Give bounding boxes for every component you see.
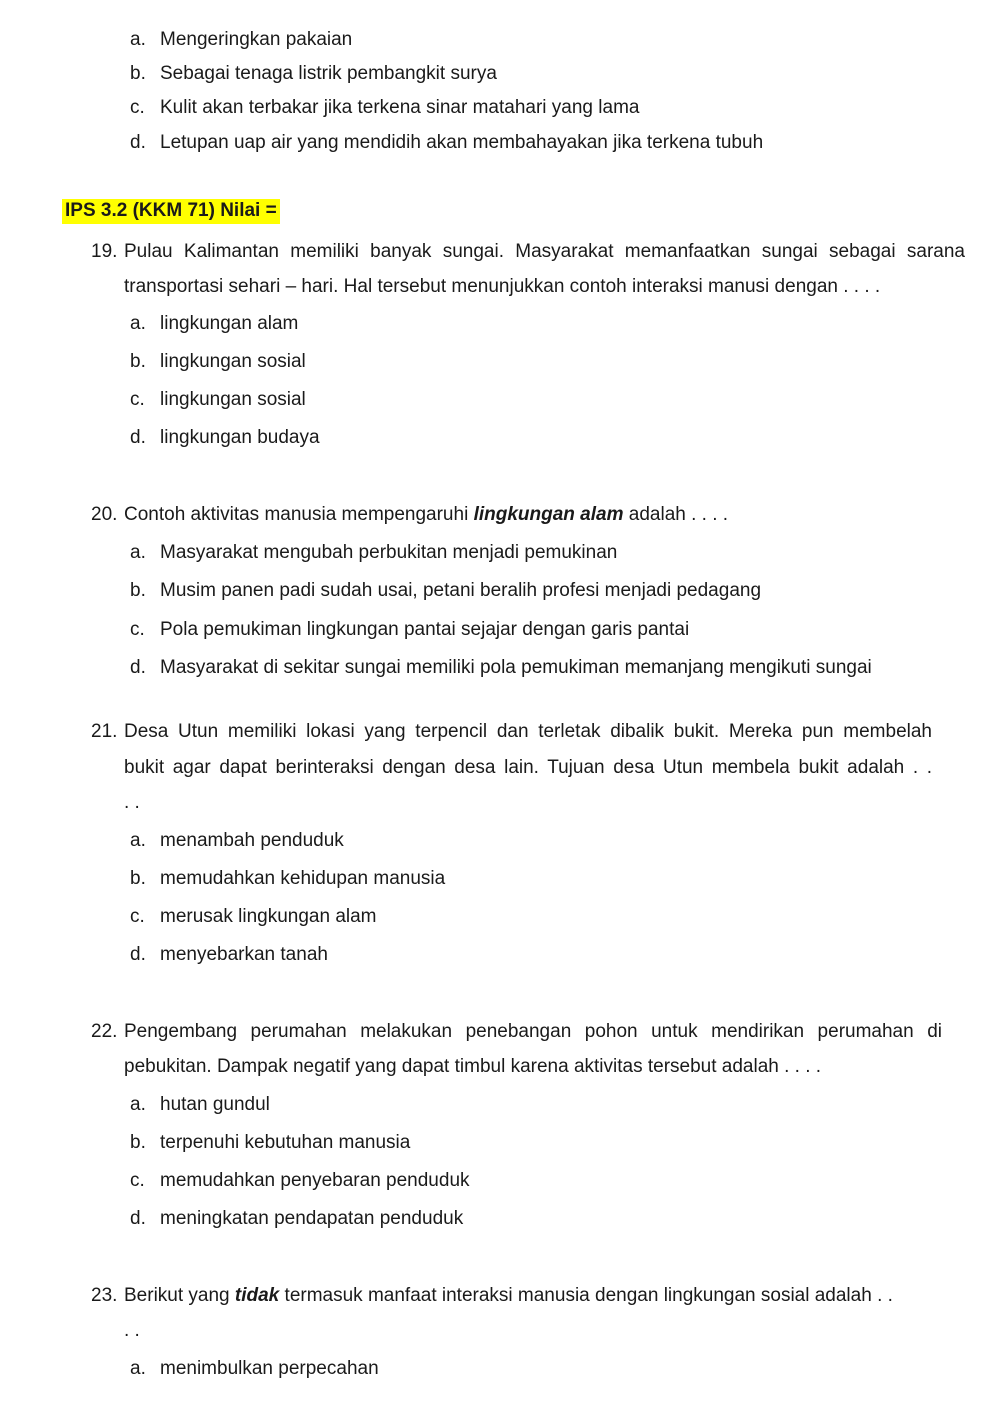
section-heading: IPS 3.2 (KKM 71) Nilai = — [62, 199, 280, 224]
option-letter: b. — [130, 63, 146, 84]
option-letter: c. — [130, 906, 145, 927]
option-text: Masyarakat mengubah perbukitan menjadi pemukinan — [160, 542, 618, 563]
option-letter: d. — [130, 1208, 146, 1229]
question-text-line: bukit agar dapat berinteraksi dengan desa lain. Tujuan desa Utun membela bukit adalah . . — [124, 757, 932, 778]
option-text: Mengeringkan pakaian — [160, 29, 353, 50]
option-letter: a. — [130, 542, 146, 563]
question-number: 23. — [91, 1285, 118, 1306]
question-text-line: transportasi sehari – hari. Hal tersebut menunjukkan contoh interaksi manusi dengan . . . . — [124, 276, 881, 297]
option-text: merusak lingkungan alam — [160, 906, 377, 927]
option-letter: a. — [130, 830, 146, 851]
option-text: Kulit akan terbakar jika terkena sinar matahari yang lama — [160, 97, 640, 118]
question-number: 19. — [91, 241, 118, 262]
question-text-post: adalah . . . . — [623, 504, 729, 525]
option-text: lingkungan budaya — [160, 427, 320, 448]
question-text-line — [124, 1285, 893, 1307]
option-text: Sebagai tenaga listrik pembangkit surya — [160, 63, 497, 84]
option-letter: b. — [130, 580, 146, 601]
option-text: Letupan uap air yang mendidih akan membahayakan jika terkena tubuh — [160, 132, 764, 153]
question-text-line: Desa Utun memiliki lokasi yang terpencil dan terletak dibalik bukit. Mereka pun membelah — [124, 721, 932, 742]
option-text: meningkatan pendapatan penduduk — [160, 1208, 464, 1229]
option-letter: c. — [130, 1170, 145, 1191]
option-letter: b. — [130, 1132, 146, 1153]
option-text: memudahkan kehidupan manusia — [160, 868, 446, 889]
option-letter: d. — [130, 132, 146, 153]
option-letter: a. — [130, 1094, 146, 1115]
question-text-line: Pulau Kalimantan memiliki banyak sungai. Masyarakat memanfaatkan sungai sebagai sarana — [124, 241, 965, 262]
option-letter: c. — [130, 619, 145, 640]
option-text: lingkungan sosial — [160, 389, 306, 410]
option-text: lingkungan sosial — [160, 351, 306, 372]
question-text-line: . . — [124, 1320, 140, 1341]
option-letter: a. — [130, 313, 146, 334]
option-text: Pola pemukiman lingkungan pantai sejajar dengan garis pantai — [160, 619, 690, 640]
question-text-line: Pengembang perumahan melakukan penebangan pohon untuk mendirikan perumahan di — [124, 1021, 942, 1042]
question-text-line — [124, 504, 728, 526]
option-letter: b. — [130, 351, 146, 372]
question-emphasis: tidak — [234, 1285, 280, 1306]
question-text-pre: Berikut yang — [124, 1285, 235, 1306]
question-emphasis: lingkungan alam — [473, 504, 624, 525]
question-text-line: . . — [124, 792, 140, 813]
question-text-line: pebukitan. Dampak negatif yang dapat timbul karena aktivitas tersebut adalah . . . . — [124, 1056, 822, 1077]
option-letter: c. — [130, 97, 145, 118]
question-number: 22. — [91, 1021, 118, 1042]
option-letter: d. — [130, 657, 146, 678]
option-text: menimbulkan perpecahan — [160, 1358, 379, 1379]
option-letter: b. — [130, 868, 146, 889]
option-letter: d. — [130, 427, 146, 448]
question-number: 20. — [91, 504, 118, 525]
option-text: memudahkan penyebaran penduduk — [160, 1170, 470, 1191]
option-letter: a. — [130, 29, 146, 50]
question-text-post: termasuk manfaat interaksi manusia dengan lingkungan sosial adalah . . — [279, 1285, 893, 1306]
option-letter: d. — [130, 944, 146, 965]
option-letter: c. — [130, 389, 145, 410]
option-text: menambah penduduk — [160, 830, 344, 851]
question-number: 21. — [91, 721, 118, 742]
option-text: Masyarakat di sekitar sungai memiliki pola pemukiman memanjang mengikuti sungai — [160, 657, 872, 678]
option-text: Musim panen padi sudah usai, petani beralih profesi menjadi pedagang — [160, 580, 762, 601]
option-text: hutan gundul — [160, 1094, 270, 1115]
option-text: lingkungan alam — [160, 313, 299, 334]
option-text: menyebarkan tanah — [160, 944, 328, 965]
option-letter: a. — [130, 1358, 146, 1379]
question-text-pre: Contoh aktivitas manusia mempengaruhi — [124, 504, 474, 525]
option-text: terpenuhi kebutuhan manusia — [160, 1132, 411, 1153]
